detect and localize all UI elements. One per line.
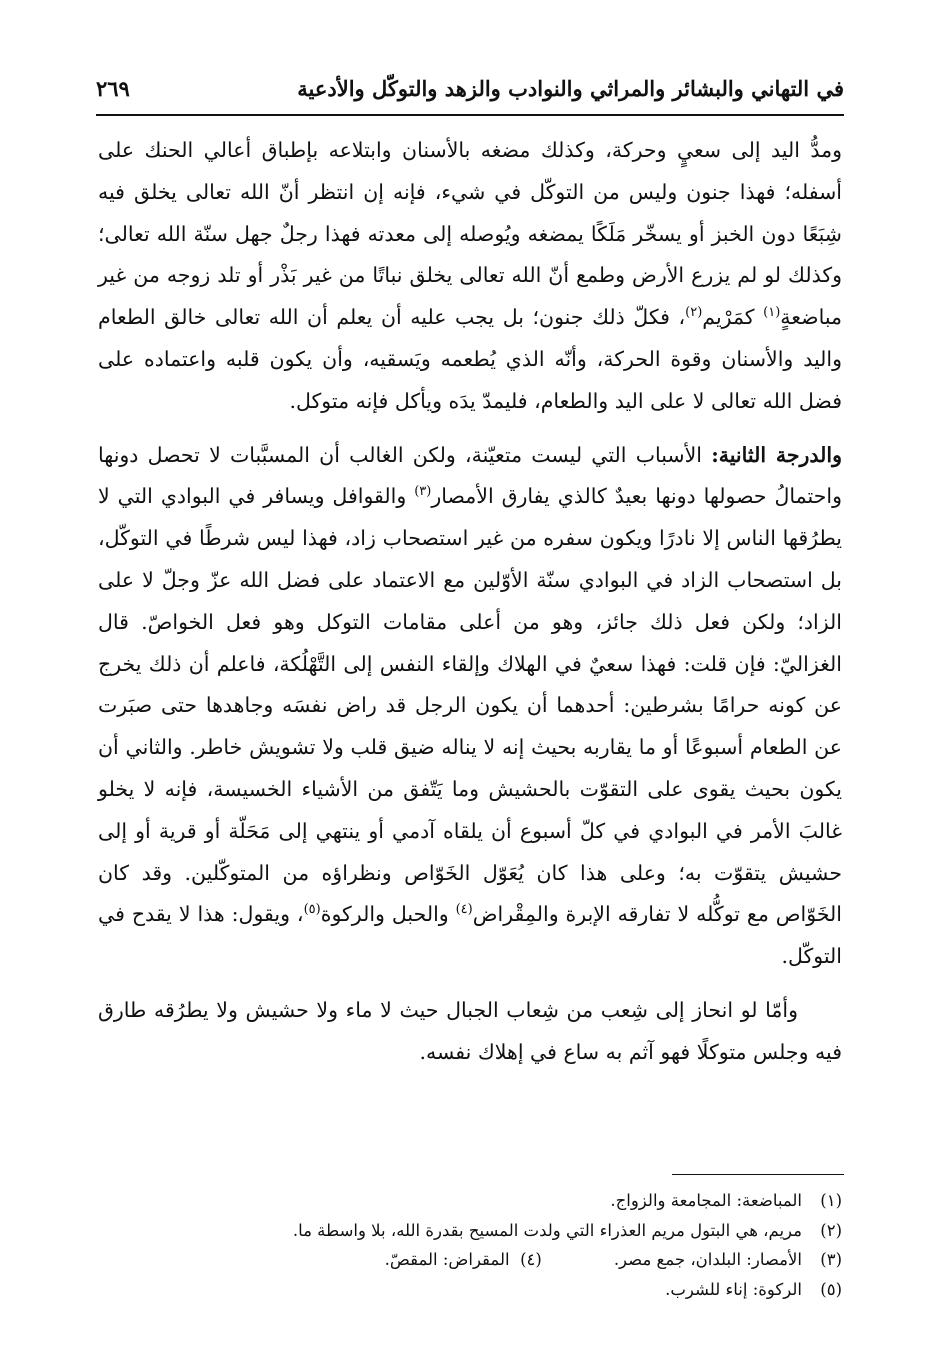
footnote-text: المباضعة: المجامعة والزواج. xyxy=(610,1191,802,1210)
footnote-text: الأمصار: البلدان، جمع مصر. xyxy=(613,1250,802,1269)
paragraph-2: والدرجة الثانية: الأسباب التي ليست متعيّنة، ولكن الغالب أن المسبَّبات لا تحصل دونها واحتمالُ حصولها دونها بعيدٌ كالذي يفارق الأمصار$^{(٣)}$ والقوافل ويسافر في البوادي التي لا يطرُقها الناس إلا نادرًا ويكون سفره من غير استصحاب زاد، فهذا ليس شرطًا في التوكّل، بل استصحاب الزاد في البوادي سنّة الأوّلين مع الاعتماد على فضل الله عزّ وجلّ لا على الزاد؛ ولكن فعل ذلك جائز، وهو من أعلى مقامات التوكل وهو فعل الخواصّ. قال الغزاليّ: فإن قلت: فهذا سعيٌ في الهلاك وإلقاء النفس إلى التَّهْلُكة، فاعلم أن ذلك يخرج عن كونه حرامًا بشرطين: أحدهما أن يكون الرجل قد راض نفسَه وجاهدها حتى صبَرت عن الطعام أسبوعًا أو ما يقاربه بحيث إنه لا يناله ضيق قلب ولا تشويش خاطر. والثاني أن يكون بحيث يقوى على التقوّت بالحشيش وما يَتّفق من الأشياء الخسيسة، فإنه لا يخلو غالبَ الأمر في البوادي في كلّ أسبوع أن يلقاه آدمي أو ينتهي إلى مَحَلّة أو قرية أو إلى حشيش يتقوّت به؛ وعلى هذا كان يُعَوّل الخَوّاص ونظراؤه من المتوكّلين. وقد كان الخَوّاص مع توكُّله لا تفارقه الإبرة والمِقْراض$^{(٤)}$ والحبل والركوة$^{(٥)}$، ويقول: هذا لا يقدح في التوكّل. xyxy=(98,442,842,969)
footnote-rule xyxy=(672,1174,844,1175)
footnotes xyxy=(120,1186,842,1304)
footnote-number: (٥) xyxy=(820,1279,842,1299)
footnote-1 xyxy=(120,1186,842,1216)
page-number: ٢٦٩ xyxy=(96,75,130,101)
main-text xyxy=(98,130,842,1074)
footnote-ref-5[interactable]: (٥) xyxy=(303,902,321,918)
footnote-2 xyxy=(120,1216,842,1246)
header-title: في التهاني والبشائر والمراثي والنوادب والزهد والتوكّل والأدعية xyxy=(297,75,844,101)
footnote-ref-3[interactable]: (٣) xyxy=(414,484,432,500)
paragraph-lead: والدرجة الثانية: xyxy=(711,442,842,467)
footnote-number: (١) xyxy=(820,1191,842,1210)
running-header xyxy=(96,68,844,108)
paragraph-1: ومدُّ اليد إلى سعيٍ وحركة، وكذلك مضغه بالأسنان وابتلاعه بإطباق أعالي الحنك على أسفله؛ فهذا جنون وليس من التوكّل في شيء، فإنه إن انتظر أنّ الله تعالى يخلق فيه شِبَعًا دون الخبز أو يسخّر مَلَكًا يمضغه ويُوصله إلى معدته فهذا رجلٌ جهل سنّة الله تعالى؛ وكذلك لو لم يزرع الأرض وطمع أنّ الله تعالى يخلق نباتًا من غير بَذْر أو تلد زوجه من غير مباضعةٍ$^{(١)}$ كمَرْيم$^{(٢)}$، فكلّ ذلك جنون؛ بل يجب عليه أن يعلم أن الله تعالى خالق الطعام واليد والأسنان وقوة الحركة، وأنّه الذي يُطعمه ويَسقيه، وأن يكون قلبه واعتماده على فضل الله تعالى لا على اليد والطعام، فليمدّ يدَه ويأكل فإنه متوكل. xyxy=(98,138,842,413)
footnote-number: (٢) xyxy=(820,1220,842,1240)
footnote-text: الركوة: إناء للشرب. xyxy=(665,1279,802,1299)
footnote-3-4 xyxy=(120,1245,842,1275)
footnote-ref-1[interactable]: (١) xyxy=(763,305,781,321)
footnote-ref-4[interactable]: (٤) xyxy=(455,902,473,918)
footnote-text: المقراض: المقصّ. xyxy=(384,1250,510,1269)
footnote-number: (٤) xyxy=(520,1250,542,1269)
footnote-text: مريم، هي البتول مريم العذراء التي ولدت المسيح بقدرة الله، بلا واسطة ما. xyxy=(292,1220,802,1240)
paragraph-3: وأمّا لو انحاز إلى شِعب من شِعاب الجبال حيث لا ماء ولا حشيش ولا يطرُقه طارق فيه وجلس متوكلًا فهو آثم به ساع في إهلاك نفسه. xyxy=(98,997,842,1064)
footnote-number: (٣) xyxy=(820,1250,842,1269)
footnote-ref-2[interactable]: (٢) xyxy=(685,305,703,321)
footnote-5 xyxy=(120,1275,842,1305)
header-rule xyxy=(96,114,844,116)
